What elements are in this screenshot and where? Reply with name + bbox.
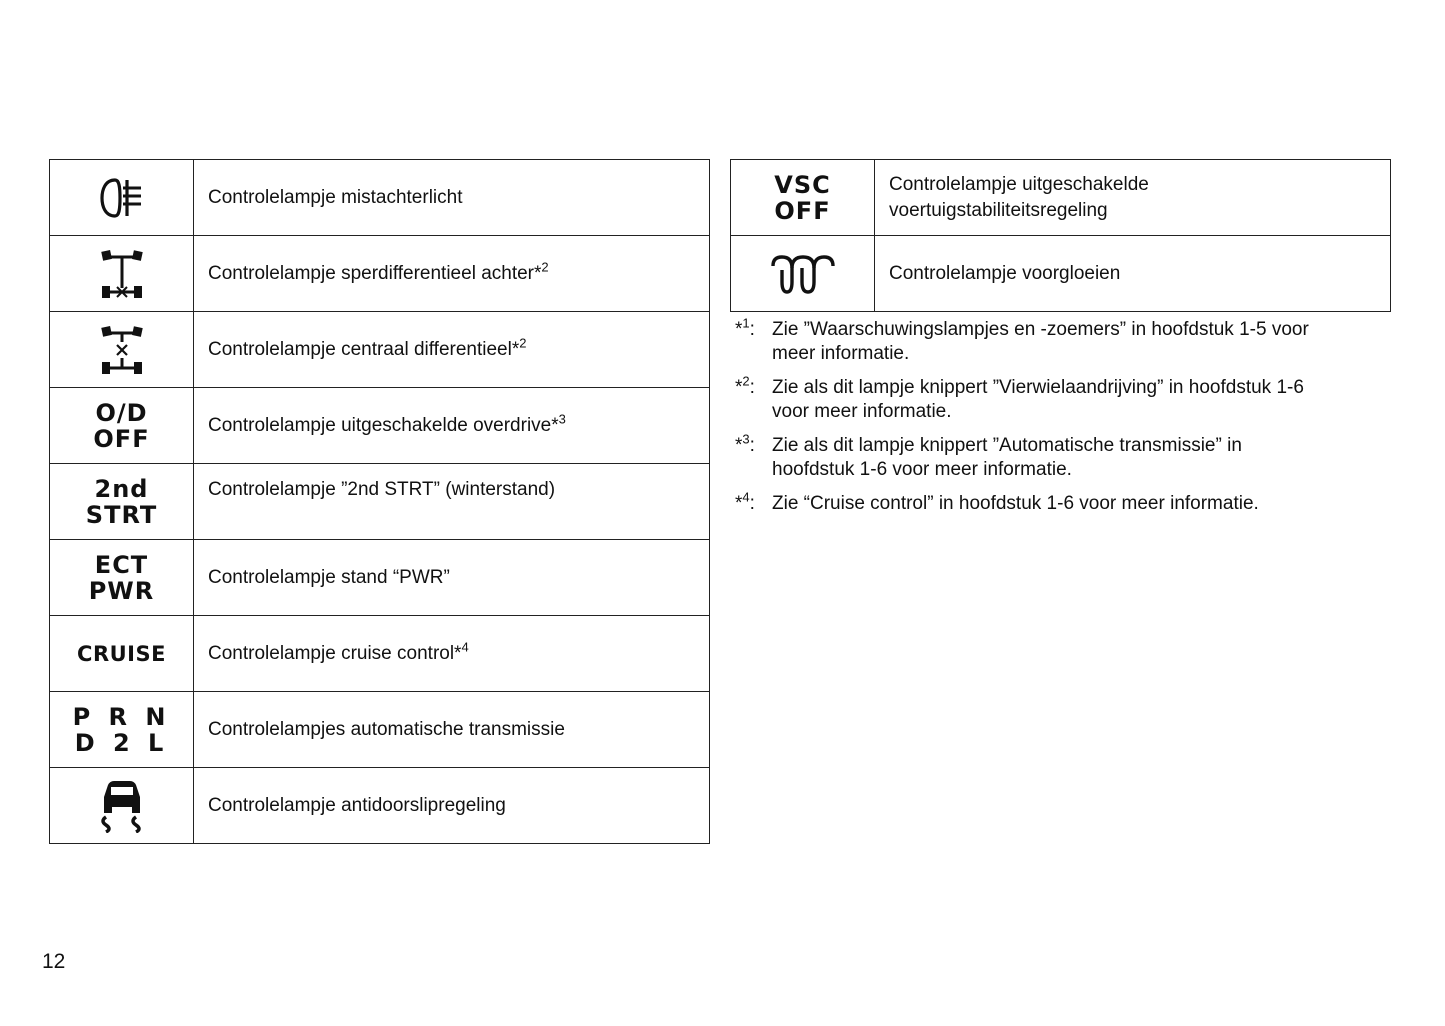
footnote-ref: 2 [519, 335, 527, 351]
symbol-line: STRT [85, 500, 158, 529]
center-differential-lock-icon [99, 324, 145, 376]
footnote-mark [735, 431, 772, 482]
od-off-symbol [93, 400, 149, 452]
table-row [50, 312, 710, 388]
description-text: Controlelampje uitgeschakelde overdrive* [208, 414, 559, 436]
footnote [735, 373, 1375, 424]
footnote [735, 489, 1375, 516]
symbol-line: P R N [72, 702, 171, 731]
footnote-mark [735, 489, 772, 516]
icon-cell [50, 464, 194, 540]
description-cell [875, 160, 1391, 236]
footnote-asterisk: * [735, 377, 743, 398]
traction-control-icon [98, 779, 146, 833]
ect-pwr-symbol [89, 552, 155, 604]
footnote-line: Zie “Cruise control” in hoofdstuk 1-6 voor meer informatie. [772, 493, 1259, 514]
description-text: Controlelampje sperdifferentieel achter* [208, 262, 542, 284]
footnote-colon: : [749, 493, 755, 514]
footnote [735, 315, 1375, 366]
description-text: Controlelampje antidoorslipregeling [208, 794, 506, 816]
description-text: Controlelampje stand “PWR” [208, 566, 450, 588]
description-text: Controlelampjes automatische transmissie [208, 718, 565, 740]
footnote-asterisk: * [735, 493, 743, 514]
footnote-line: Zie als dit lampje knippert ”Automatische transmissie” in [772, 435, 1242, 456]
footnote-mark [735, 373, 772, 424]
page-number: 12 [42, 950, 66, 973]
description-text: Controlelampje ”2nd STRT” (winterstand) [208, 479, 556, 500]
footnote-mark [735, 315, 772, 366]
symbol-line: PWR [88, 576, 155, 605]
icon-cell [50, 388, 194, 464]
symbol-line: OFF [93, 424, 150, 453]
footnote-asterisk: * [735, 435, 743, 456]
footnote-asterisk: * [735, 319, 743, 340]
footnote-line: Zie als dit lampje knippert ”Vierwielaandrijving” in hoofdstuk 1-6 [772, 377, 1304, 398]
footnote-number: 3 [742, 431, 750, 447]
footnote [735, 431, 1375, 482]
footnote-ref: 3 [558, 411, 566, 427]
description-text: Controlelampje voorgloeien [889, 262, 1121, 284]
description-cell [194, 768, 710, 844]
table-row [50, 160, 710, 236]
rear-differential-lock-icon [99, 248, 145, 300]
description-cell [194, 540, 710, 616]
symbol-line: VSC [774, 170, 831, 199]
symbol-line: D 2 L [74, 728, 169, 757]
table-row [50, 616, 710, 692]
symbol-line: O/D [95, 398, 148, 427]
indicator-table-left [49, 159, 710, 844]
table-row [50, 768, 710, 844]
description-cell [194, 388, 710, 464]
footnote-line: Zie ”Waarschuwingslampjes en -zoemers” in hoofdstuk 1-5 voor [772, 319, 1309, 340]
icon-cell [50, 236, 194, 312]
footnote-ref: 4 [461, 639, 469, 655]
footnotes [735, 315, 1375, 526]
description-cell [875, 236, 1391, 312]
footnote-colon: : [749, 319, 755, 340]
description-text: Controlelampje mistachterlicht [208, 186, 463, 208]
table-row [50, 388, 710, 464]
description-line: voertuigstabiliteitsregeling [889, 199, 1108, 221]
2nd-strt-symbol [86, 476, 157, 528]
footnote-ref: 2 [541, 259, 549, 275]
description-cell [194, 160, 710, 236]
footnote-line: voor meer informatie. [772, 401, 952, 422]
footnote-text [772, 492, 1375, 516]
description-cell [194, 312, 710, 388]
icon-cell [50, 540, 194, 616]
footnote-text [772, 376, 1375, 424]
description-cell [194, 616, 710, 692]
table-row [50, 236, 710, 312]
symbol-line: OFF [774, 196, 831, 225]
icon-cell [50, 160, 194, 236]
symbol-line: CRUISE [77, 641, 166, 666]
symbol-line: ECT [94, 550, 149, 579]
footnote-text [772, 318, 1375, 366]
table-row [50, 692, 710, 768]
vsc-off-symbol [774, 172, 830, 224]
icon-cell [731, 236, 875, 312]
description-text: Controlelampje centraal differentieel* [208, 338, 520, 360]
footnote-text [772, 434, 1375, 482]
icon-cell [50, 312, 194, 388]
description-cell [194, 464, 710, 540]
description-cell [194, 236, 710, 312]
footnote-number: 4 [742, 489, 750, 505]
footnote-line: meer informatie. [772, 343, 910, 364]
table-row [731, 160, 1391, 236]
cruise-symbol [77, 641, 166, 667]
icon-cell [50, 768, 194, 844]
footnote-colon: : [749, 435, 755, 456]
description-text: Controlelampje cruise control* [208, 642, 462, 664]
glow-plug-icon [770, 252, 836, 296]
prnd2l-symbol [73, 704, 171, 756]
footnote-colon: : [749, 377, 755, 398]
symbol-line: 2nd [94, 474, 149, 503]
table-row [50, 464, 710, 540]
rear-fog-light-icon [99, 176, 145, 220]
icon-cell [731, 160, 875, 236]
table-row [731, 236, 1391, 312]
table-row [50, 540, 710, 616]
description-cell [194, 692, 710, 768]
footnote-line: hoofdstuk 1-6 voor meer informatie. [772, 459, 1072, 480]
footnote-number: 2 [742, 373, 750, 389]
footnote-number: 1 [742, 315, 750, 331]
icon-cell [50, 692, 194, 768]
icon-cell [50, 616, 194, 692]
description-line: Controlelampje uitgeschakelde [889, 173, 1149, 195]
indicator-table-right [730, 159, 1391, 312]
